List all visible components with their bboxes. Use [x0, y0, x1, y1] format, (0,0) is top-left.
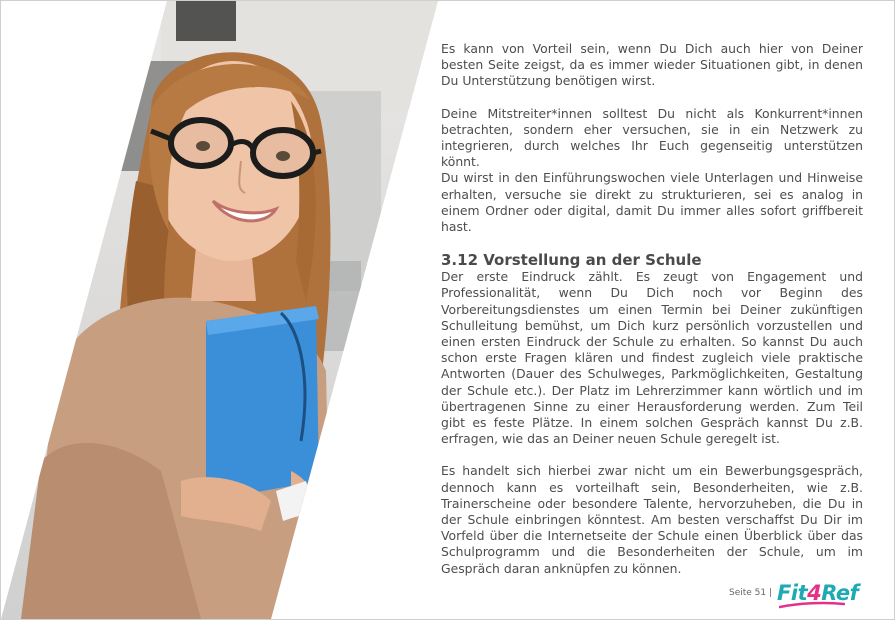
paragraph-gap — [441, 235, 863, 251]
paragraph: Deine Mitstreiter*innen solltest Du nicht als Konkurrent*innen betrachten, sondern eher versuchen, sie in ein Netzwerk zu integrieren, durch welches Ihr Euch gegenseitig unterstützen könnt. — [441, 105, 863, 170]
page-number: Seite 51 | — [729, 588, 773, 598]
text-column — [441, 41, 863, 577]
paragraph: Du wirst in den Einführungswochen viele Unterlagen und Hinweise erhalten, versuche sie direkt zu strukturieren, sei es analog in einem Ordner oder digital, damit Du immer alles sofort griffbereit hast. — [441, 170, 863, 235]
logo-text-ref: Ref — [821, 581, 859, 605]
paragraph-gap — [441, 447, 863, 463]
logo-text-four: 4 — [807, 581, 822, 605]
paragraph: Es kann von Vorteil sein, wenn Du Dich auch hier von Deiner besten Seite zeigst, da es immer wieder Situationen gibt, in denen Du Unterstützung benötigen wirst. — [441, 41, 863, 89]
section-heading: 3.12 Vorstellung an der Schule — [441, 251, 702, 270]
paragraph: Es handelt sich hierbei zwar nicht um ein Bewerbungsgespräch, dennoch kann es vorteilhaft sein, Besonderheiten, wie z.B. Trainerscheine oder besondere Talente, hervorzuheben, die Du in der Schule einbringen könntest. Am besten verschaffst Du Dir im Vorfeld über die Internetseite der Schule einen Überblick über das Schulprogramm und die Besonderheiten der Schule, um im Gespräch daran anknüpfen zu können. — [441, 463, 863, 576]
logo-text-fit: Fit — [777, 581, 808, 605]
logo-swoosh-icon — [779, 601, 845, 609]
paragraph: Der erste Eindruck zählt. Es zeugt von Engagement und Professionalität, wenn Du Dich noch vor Beginn des Vorbereitungsdienstes um einen Termin bei Deiner zukünftigen Schulleitung bemühst, um Dich kurz persönlich vorzustellen und einen ersten Eindruck der Schule zu erhalten. So kannst Du auch schon erste Fragen klären und findest zugleich viele praktische Antworten (Dauer des Schulweges, Parkmöglichkeiten, Gestaltung der Schule etc.). Der Platz im Lehrerzimmer kann wörtlich und im übertragenen Sinne zu einer Herausforderung werden. Zum Teil gibt es feste Plätze. In einem solchen Gespräch kannst Du z.B. erfragen, wie das an Deiner neuen Schule geregelt ist. — [441, 269, 863, 447]
fit4ref-logo — [777, 582, 858, 604]
paragraph-gap — [441, 90, 863, 106]
page-footer — [729, 579, 858, 607]
